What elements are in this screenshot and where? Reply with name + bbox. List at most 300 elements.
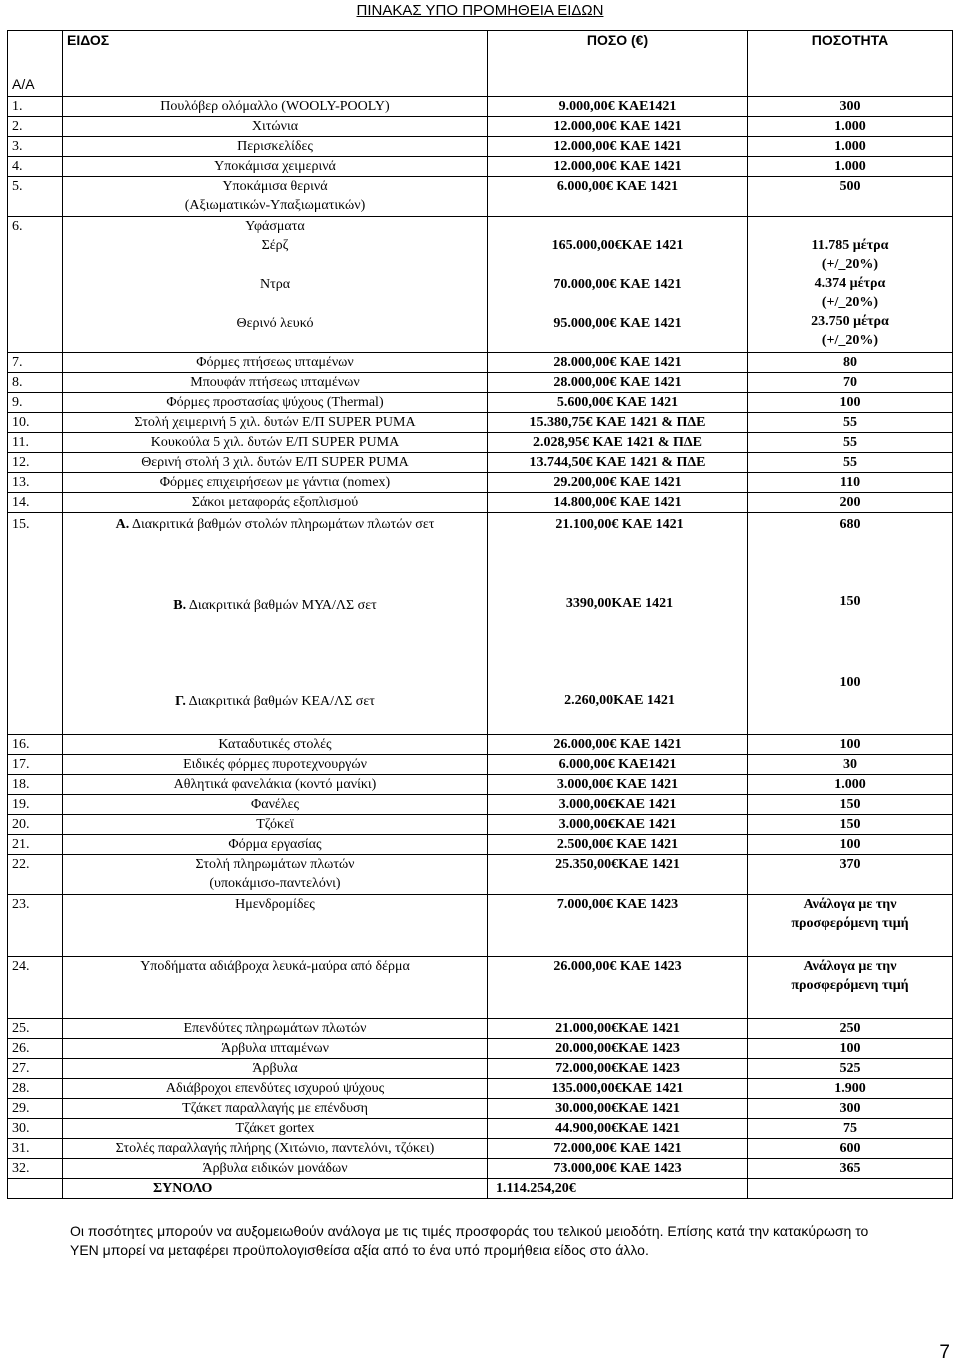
row-amount-line: 12.000,00€ ΚΑΕ 1421 [553, 159, 682, 174]
total-quantity [748, 1179, 953, 1199]
row-amount-line: 14.800,00€ ΚΑΕ 1421 [553, 495, 682, 510]
row-item [63, 795, 488, 815]
row-amount [488, 137, 748, 157]
table-row [8, 1019, 953, 1039]
row-quantity [748, 1139, 953, 1159]
row-quantity-line: 300 [839, 1101, 861, 1116]
row-quantity [748, 373, 953, 393]
row-item-line: Περισκελίδες [237, 139, 313, 154]
row-item-line: Φόρμες προστασίας ψύχους (Thermal) [166, 395, 384, 410]
row-quantity-line: 80 [843, 355, 857, 370]
row-quantity [748, 1159, 953, 1179]
table-row [8, 473, 953, 493]
row-quantity-line: Ανάλογα με την [803, 959, 897, 974]
row-amount [488, 755, 748, 775]
row-item [63, 97, 488, 117]
row-number [8, 1159, 63, 1179]
row-number [8, 895, 63, 957]
row-amount [488, 795, 748, 815]
row-quantity-line: 150 [839, 817, 861, 832]
row-item-line: Επενδύτες πληρωμάτων πλωτών [183, 1021, 367, 1036]
row-amount [488, 1119, 748, 1139]
row-quantity-line: 100 [839, 837, 861, 852]
row-number-line: 4. [12, 159, 23, 174]
row-quantity [748, 453, 953, 473]
table-row [8, 1099, 953, 1119]
fabric-tolerance: (+/_20%) [821, 333, 879, 348]
table-row [8, 1119, 953, 1139]
row-quantity [748, 513, 953, 735]
row-number [8, 137, 63, 157]
row-number-line: 26. [12, 1041, 30, 1056]
header-eidos: ΕΙΔΟΣ [63, 31, 488, 97]
row-number-line: 18. [12, 777, 30, 792]
row-amount [488, 775, 748, 795]
row-item [63, 117, 488, 137]
footer-note [70, 1222, 950, 1260]
row-amount-line: 5.600,00€ ΚΑΕ 1421 [556, 395, 679, 410]
table-row [8, 433, 953, 453]
row-quantity [748, 157, 953, 177]
row-number [8, 513, 63, 735]
table-row [8, 1039, 953, 1059]
row-item [63, 473, 488, 493]
row-item-line: Τζάκετ παραλλαγής με επένδυση [182, 1101, 368, 1116]
row-number-line: 16. [12, 737, 30, 752]
fabric-quantity: 11.785 μέτρα [811, 238, 889, 253]
row-number [8, 735, 63, 755]
row-number-line: 9. [12, 395, 23, 410]
total-amount-line: 1.114.254,20€ [496, 1181, 576, 1196]
row-number [8, 493, 63, 513]
row-quantity-line: 1.000 [834, 777, 866, 792]
fabric-amount: 165.000,00€ΚΑΕ 1421 [551, 238, 684, 253]
row-item-line: Στολές παραλλαγής πλήρης (Χιτώνιο, παντελόνι, τζόκει) [115, 1141, 435, 1156]
header-aa: Α/Α [8, 31, 63, 97]
row-amount [488, 815, 748, 835]
row-quantity-line: 1.900 [834, 1081, 866, 1096]
row-quantity [748, 1039, 953, 1059]
row-amount-line: 20.000,00€ΚΑΕ 1423 [555, 1041, 680, 1056]
row-amount [488, 393, 748, 413]
insignia-label: Β. [173, 598, 187, 613]
insignia-b [67, 596, 483, 615]
row-quantity [748, 353, 953, 373]
row-quantity-line: 1.000 [834, 159, 866, 174]
row-item-line: Τζόκεϊ [256, 817, 294, 832]
row-number-line: 6. [12, 219, 23, 234]
row-item-line: Αδιάβροχοι επενδύτες ισχυρού ψύχους [165, 1081, 385, 1096]
row-amount-line: 25.350,00€ΚΑΕ 1421 [555, 857, 680, 872]
row-item-line: Κουκούλα 5 χιλ. δυτών Ε/Π SUPER PUMA [150, 435, 400, 450]
row-quantity [748, 137, 953, 157]
row-amount [488, 177, 748, 217]
row-quantity-line: 250 [839, 1021, 861, 1036]
table-row [8, 735, 953, 755]
row-number [8, 97, 63, 117]
footer-line-1: Οι ποσότητες μπορούν να αυξομειωθούν ανάλογα με τις τιμές προσφοράς του τελικού μειοδότη. Επίσης κατά την κατακύρωση το [70, 1223, 869, 1239]
row-number-line: 30. [12, 1121, 30, 1136]
row-number [8, 453, 63, 473]
row-amount [488, 373, 748, 393]
row-quantity-line: 365 [839, 1161, 861, 1176]
row-item-line: Άρβυλα ιπταμένων [221, 1041, 329, 1056]
row-quantity-line: 150 [839, 797, 861, 812]
insignia-label: Γ. [175, 694, 186, 709]
total-label [63, 1179, 488, 1199]
row-quantity [748, 413, 953, 433]
row-quantity-line: 100 [839, 1041, 861, 1056]
insignia-quantity: 150 [839, 594, 861, 609]
row-item [63, 453, 488, 473]
row-quantity [748, 1119, 953, 1139]
table-row [8, 835, 953, 855]
row-item [63, 1099, 488, 1119]
insignia-amount: 2.260,00ΚΑΕ 1421 [564, 693, 675, 708]
row-amount [488, 217, 748, 353]
row-number-line: 19. [12, 797, 30, 812]
row-number [8, 775, 63, 795]
table-row [8, 373, 953, 393]
row-item-line: Φανέλες [251, 797, 299, 812]
row-amount [488, 1059, 748, 1079]
row-number-line: 22. [12, 857, 30, 872]
row-amount [488, 493, 748, 513]
row-number-line: 23. [12, 897, 30, 912]
row-item-line: Καταδυτικές στολές [218, 737, 332, 752]
row-number-line: 21. [12, 837, 30, 852]
row-quantity-line: 55 [843, 435, 857, 450]
row-quantity [748, 795, 953, 815]
row-amount-line: 28.000,00€ ΚΑΕ 1421 [553, 375, 682, 390]
table-row [8, 157, 953, 177]
row-quantity [748, 393, 953, 413]
fabric-name: Θερινό λευκό [236, 316, 314, 331]
total-empty [8, 1179, 63, 1199]
row-amount [488, 513, 748, 735]
table-row [8, 97, 953, 117]
fabric-amount: 95.000,00€ ΚΑΕ 1421 [553, 316, 682, 331]
row-number-line: 32. [12, 1161, 30, 1176]
row-quantity [748, 177, 953, 217]
row-number [8, 1039, 63, 1059]
row-quantity [748, 117, 953, 137]
row-number-line: 5. [12, 179, 23, 194]
row-amount-line: 3.000,00€ ΚΑΕ 1421 [556, 777, 679, 792]
row-item-line: Υποδήματα αδιάβροχα λευκά-μαύρα από δέρμα [140, 959, 410, 974]
row-amount-line: 12.000,00€ ΚΑΕ 1421 [553, 119, 682, 134]
row-amount [488, 433, 748, 453]
footer-line-2: ΥΕΝ μπορεί να μεταφέρει προϋπολογισθείσα αξία από το ένα υπό προμήθεια είδος στο άλλο. [70, 1242, 649, 1258]
row-quantity-line: 110 [839, 475, 861, 490]
table-row [8, 895, 953, 957]
fabric-tolerance: (+/_20%) [821, 295, 879, 310]
table-row [8, 217, 953, 353]
row-amount-line: 7.000,00€ ΚΑΕ 1423 [556, 897, 679, 912]
row-item [63, 413, 488, 433]
row-number-line: 29. [12, 1101, 30, 1116]
row-item-line: Σάκοι μεταφοράς εξοπλισμού [191, 495, 359, 510]
row-item-line: Θερινή στολή 3 χιλ. δυτών Ε/Π SUPER PUMA [141, 455, 409, 470]
page-title: ΠΙΝΑΚΑΣ ΥΠΟ ΠΡΟΜΗΘΕΙΑ ΕΙΔΩΝ [356, 2, 604, 19]
row-item-line: Άρβυλα [252, 1061, 298, 1076]
row-number [8, 473, 63, 493]
row-number-line: 12. [12, 455, 30, 470]
row-amount [488, 1019, 748, 1039]
row-amount [488, 957, 748, 1019]
row-quantity-line: 1.000 [834, 119, 866, 134]
row-item [63, 217, 488, 353]
row-number [8, 217, 63, 353]
row-number [8, 177, 63, 217]
row-item-line: Ημενδρομίδες [235, 897, 315, 912]
table-row [8, 413, 953, 433]
row-number-line: 27. [12, 1061, 30, 1076]
row-number [8, 117, 63, 137]
row-quantity-line: 100 [839, 737, 861, 752]
row-number [8, 1019, 63, 1039]
row-item-line: Φόρμα εργασίας [228, 837, 322, 852]
insignia-text: Διακριτικά βαθμών ΚΕΑ/ΛΣ σετ [188, 694, 375, 709]
table-row [8, 795, 953, 815]
row-item [63, 1039, 488, 1059]
row-amount-line: 3.000,00€ΚΑΕ 1421 [558, 797, 677, 812]
row-amount [488, 1079, 748, 1099]
row-item-line: Πουλόβερ ολόμαλλο (WOOLY-POOLY) [160, 99, 390, 114]
row-number-line: 24. [12, 959, 30, 974]
table-row [8, 137, 953, 157]
row-item-line: Φόρμες πτήσεως ιπταμένων [196, 355, 354, 370]
fabric-quantity: 23.750 μέτρα [811, 314, 889, 329]
row-amount-line: 26.000,00€ ΚΑΕ 1423 [553, 959, 682, 974]
row-quantity [748, 835, 953, 855]
insignia-quantity: 680 [839, 517, 861, 532]
fabric-name: Ντρα [259, 277, 291, 292]
table-row [8, 957, 953, 1019]
row-amount-line: 135.000,00€ΚΑΕ 1421 [551, 1081, 684, 1096]
row-number [8, 373, 63, 393]
insignia-quantity: 100 [839, 675, 861, 690]
row-item [63, 393, 488, 413]
header-poso: ΠΟΣΟ (€) [488, 31, 748, 97]
row-item-line: Άρβυλα ειδικών μονάδων [202, 1161, 348, 1176]
row-number [8, 957, 63, 1019]
header-posotita: ΠΟΣΟΤΗΤΑ [748, 31, 953, 97]
row-number [8, 433, 63, 453]
row-item-line: Υποκάμισα χειμερινά [214, 159, 336, 174]
row-number-line: 31. [12, 1141, 30, 1156]
row-number [8, 393, 63, 413]
row-quantity [748, 97, 953, 117]
row-number [8, 1079, 63, 1099]
row-amount-line: 12.000,00€ ΚΑΕ 1421 [553, 139, 682, 154]
row-amount [488, 855, 748, 895]
row-amount-line: 21.000,00€ΚΑΕ 1421 [555, 1021, 680, 1036]
row-item [63, 775, 488, 795]
insignia-amount: 21.100,00€ ΚΑΕ 1421 [555, 517, 684, 532]
insignia-text: Διακριτικά βαθμών στολών πληρωμάτων πλωτών σετ [132, 517, 435, 532]
row-number-line: 10. [12, 415, 30, 430]
row-item [63, 755, 488, 775]
row-quantity-line: 600 [839, 1141, 861, 1156]
row-amount [488, 157, 748, 177]
row-number [8, 1139, 63, 1159]
row-number-line: 2. [12, 119, 23, 134]
row-item [63, 1059, 488, 1079]
row-quantity-line: 100 [839, 395, 861, 410]
row-amount-line: 29.200,00€ ΚΑΕ 1421 [553, 475, 682, 490]
total-amount [488, 1179, 748, 1199]
row-item-line: Χιτώνια [251, 119, 299, 134]
row-quantity-line: 70 [843, 375, 857, 390]
row-amount [488, 353, 748, 373]
total-row [8, 1179, 953, 1199]
row-item [63, 1139, 488, 1159]
row-quantity-line: 30 [843, 757, 857, 772]
row-quantity-line: 370 [839, 857, 861, 872]
row-item [63, 957, 488, 1019]
row-item-line: Τζάκετ gortex [235, 1121, 315, 1136]
row-number [8, 1059, 63, 1079]
row-amount [488, 835, 748, 855]
page-number: 7 [939, 1342, 950, 1363]
row-quantity [748, 217, 953, 353]
row-number [8, 413, 63, 433]
row-item [63, 1119, 488, 1139]
row-amount-line: 73.000,00€ ΚΑΕ 1423 [553, 1161, 682, 1176]
table-row [8, 493, 953, 513]
row-quantity-line: 500 [839, 179, 861, 194]
row-number-line: 14. [12, 495, 30, 510]
row-quantity-line: Ανάλογα με την [803, 897, 897, 912]
row-quantity-line: προσφερόμενη τιμή [791, 916, 909, 931]
row-number-line: 28. [12, 1081, 30, 1096]
row-item [63, 1079, 488, 1099]
row-quantity-line: 300 [839, 99, 861, 114]
row-amount-line: 15.380,75€ ΚΑΕ 1421 & ΠΔΕ [529, 415, 706, 430]
row-item [63, 513, 488, 735]
insignia-c [67, 692, 483, 711]
row-number [8, 795, 63, 815]
row-amount-line: 2.028,95€ ΚΑΕ 1421 & ΠΔΕ [532, 435, 702, 450]
row-amount-line: 13.744,50€ ΚΑΕ 1421 & ΠΔΕ [529, 455, 706, 470]
row-quantity [748, 1079, 953, 1099]
insignia-a [67, 515, 483, 534]
row-amount-line: 6.000,00€ ΚΑΕ 1421 [556, 179, 679, 194]
row-number-line: 3. [12, 139, 23, 154]
row-quantity-line: 55 [843, 455, 857, 470]
row-amount-line: 28.000,00€ ΚΑΕ 1421 [553, 355, 682, 370]
row-quantity-line: 200 [839, 495, 861, 510]
row-item [63, 735, 488, 755]
row-amount [488, 895, 748, 957]
row-quantity [748, 775, 953, 795]
insignia-amount: 3390,00ΚΑΕ 1421 [565, 596, 674, 611]
row-quantity [748, 1019, 953, 1039]
row-item-line: Υποκάμισα θερινά [222, 179, 328, 194]
row-number-line: 13. [12, 475, 30, 490]
row-number [8, 855, 63, 895]
row-item [63, 835, 488, 855]
supply-table [7, 30, 953, 1199]
table-row [8, 513, 953, 735]
row-item [63, 1159, 488, 1179]
insignia-text: Διακριτικά βαθμών ΜΥΑ/ΛΣ σετ [188, 598, 377, 613]
row-number [8, 353, 63, 373]
row-amount [488, 473, 748, 493]
row-quantity [748, 895, 953, 957]
row-number-line: 25. [12, 1021, 30, 1036]
row-number-line: 1. [12, 99, 23, 114]
row-number-line: 11. [12, 435, 29, 450]
row-quantity [748, 493, 953, 513]
header-row [8, 31, 953, 97]
row-amount-line: 9.000,00€ ΚΑΕ1421 [558, 99, 677, 114]
row-item [63, 1019, 488, 1039]
row-quantity [748, 957, 953, 1019]
row-number [8, 815, 63, 835]
row-item [63, 493, 488, 513]
row-quantity [748, 755, 953, 775]
row-amount-line: 72.000,00€ ΚΑΕ 1421 [553, 1141, 682, 1156]
row-amount [488, 117, 748, 137]
row-number-line: 20. [12, 817, 30, 832]
row-item-line: Στολή πληρωμάτων πλωτών [195, 857, 355, 872]
row-number [8, 835, 63, 855]
row-quantity [748, 1099, 953, 1119]
row-quantity [748, 473, 953, 493]
row-item [63, 855, 488, 895]
row-amount [488, 413, 748, 433]
row-amount [488, 453, 748, 473]
row-item [63, 353, 488, 373]
row-amount [488, 735, 748, 755]
table-row [8, 1079, 953, 1099]
row-number [8, 1099, 63, 1119]
row-number [8, 1119, 63, 1139]
row-item-line: (Αξιωματικών-Υπαξιωματικών) [184, 198, 366, 213]
fabric-tolerance: (+/_20%) [821, 257, 879, 272]
row-amount [488, 97, 748, 117]
row-item [63, 815, 488, 835]
row-number-line: 15. [12, 517, 30, 532]
row-quantity [748, 433, 953, 453]
table-row [8, 855, 953, 895]
row-item-line: Αθλητικά φανελάκια (κοντό μανίκι) [173, 777, 377, 792]
table-row [8, 117, 953, 137]
total-label-line: ΣΥΝΟΛΟ [153, 1181, 213, 1196]
row-item-line: Μπουφάν πτήσεως ιπταμένων [190, 375, 360, 390]
row-number-line: 17. [12, 757, 30, 772]
row-amount [488, 1039, 748, 1059]
table-row [8, 353, 953, 373]
table-row [8, 815, 953, 835]
row-amount [488, 1159, 748, 1179]
row-quantity [748, 1059, 953, 1079]
row-item [63, 177, 488, 217]
row-amount-line: 30.000,00€ΚΑΕ 1421 [555, 1101, 680, 1116]
row-quantity-line: 1.000 [834, 139, 866, 154]
row-item-line: (υποκάμισο-παντελόνι) [209, 876, 341, 891]
row-quantity [748, 855, 953, 895]
row-quantity [748, 815, 953, 835]
row-amount-line: 2.500,00€ ΚΑΕ 1421 [556, 837, 679, 852]
row-amount-line: 26.000,00€ ΚΑΕ 1421 [553, 737, 682, 752]
table-row [8, 1139, 953, 1159]
table-row [8, 453, 953, 473]
row-item-line: Φόρμες επιχειρήσεων με γάντια (nomex) [159, 475, 391, 490]
row-quantity [748, 735, 953, 755]
